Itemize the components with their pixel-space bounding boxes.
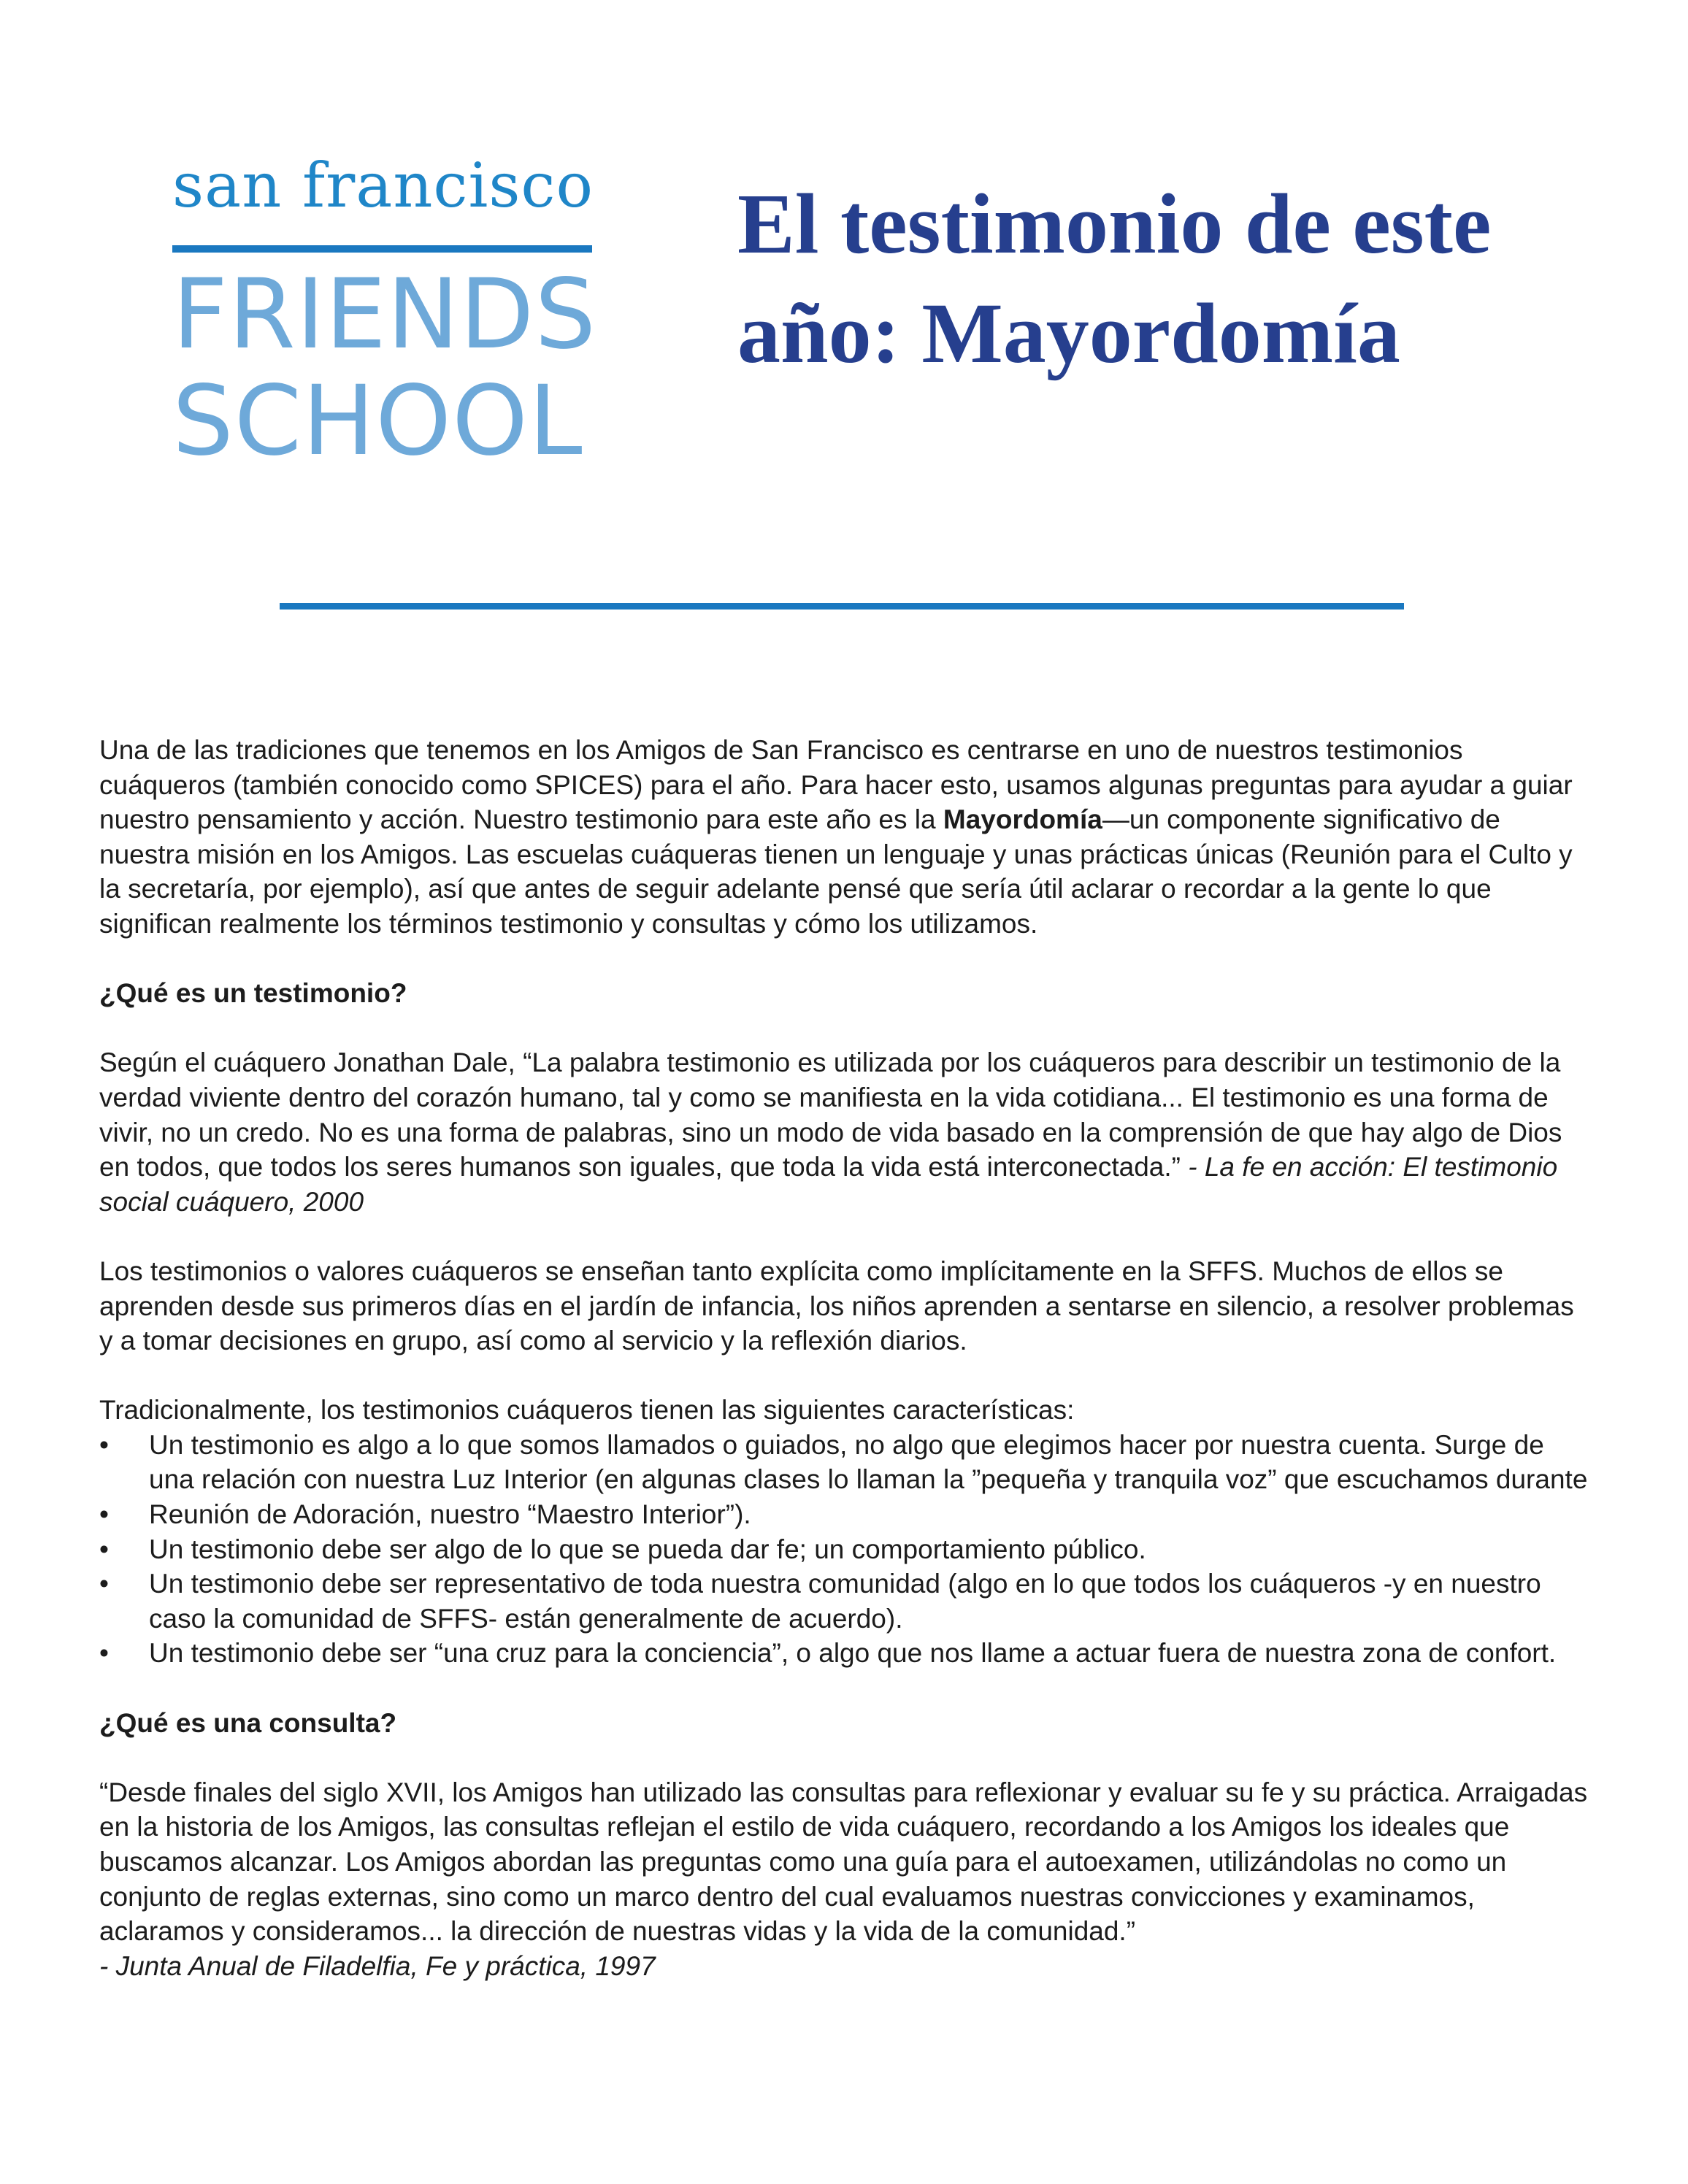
dale-quote: Según el cuáquero Jonathan Dale, “La palabra testimonio es utilizada por los cuáqueros para describir un testimonio de la verdad viviente dentro del corazón humano, tal y como se manifiesta en la vida cotidiana... El testimonio es una forma de vivir, no un credo. No es una forma de palabras, sino un modo de vida basado en la comprensión de que hay algo de Dios en todos, que todos los seres humanos son iguales, que toda la vida está interconectada.” — [99, 1047, 1562, 1183]
values-paragraph: Los testimonios o valores cuáqueros se enseñan tanto explícita como implícitamente en la SFFS. Muchos de ellos se aprenden desde sus primeros días en el jardín de infancia, los niños aprenden a sentarse en silencio, a resolver problemas y a tomar decisiones en grupo, así como al servicio y la reflexión diarios. — [99, 1256, 1574, 1356]
list-item — [99, 1497, 1592, 1532]
characteristics-list — [99, 1428, 1592, 1671]
intro-text-2: —un componente significativo de nuestra misión en los Amigos. Las escuelas cuáqueras tienen un lenguaje y unas prácticas únicas (Reunión para el Culto y la secretaría, por ejemplo), así que antes de seguir adelante pensé que sería útil aclarar o recordar a la gente lo que significan realmente los términos testimonio y consultas y cómo los utilizamos. — [99, 804, 1573, 939]
logo-line-school: SCHOOL — [172, 365, 583, 477]
bullet-icon: • — [99, 1429, 109, 1460]
dale-citation: - La fe en acción: El testimonio social cuáquero, 2000 — [99, 1152, 1558, 1217]
bullet-icon: • — [99, 1569, 109, 1599]
list-item-text: Reunión de Adoración, nuestro “Maestro Interior”). — [149, 1499, 751, 1530]
intro-paragraph — [99, 733, 1592, 942]
intro-text-1: Una de las tradiciones que tenemos en los Amigos de San Francisco es centrarse en uno de nuestros testimonios cuáqueros (también conocido como SPICES) para el año. Para hacer esto, usamos algunas preguntas para ayudar a guiar nuestro pensamiento y acción. Nuestro testimonio para este año es la — [99, 735, 1573, 835]
list-item — [99, 1566, 1592, 1636]
list-item-text: Un testimonio es algo a lo que somos llamados o guiados, no algo que elegimos hacer por nuestra cuenta. Surge de una relación con nuestra Luz Interior (en algunas clases lo llaman la ”pequeña y tranquila voz” que escuchamos durante — [149, 1429, 1588, 1495]
consulta-citation-line — [99, 1949, 1592, 1984]
page-title: El testimonio de este año: Mayordomía — [737, 176, 1492, 381]
list-item — [99, 1428, 1592, 1497]
list-item-text: Un testimonio debe ser algo de lo que se pueda dar fe; un comportamiento público. — [149, 1534, 1146, 1564]
dale-quote-paragraph — [99, 1045, 1592, 1219]
list-item — [99, 1532, 1592, 1567]
list-item-text: Un testimonio debe ser representativo de toda nuestra comunidad (algo en lo que todos los cuáqueros -y en nuestro caso la comunidad de SFFS- están generalmente de acuerdo). — [149, 1569, 1541, 1634]
list-item — [99, 1636, 1592, 1671]
bullet-icon: • — [99, 1638, 109, 1669]
list-item-text: Un testimonio debe ser “una cruz para la conciencia”, o algo que nos llame a actuar fuera de nuestra zona de confort. — [149, 1638, 1557, 1669]
bullet-icon: • — [99, 1499, 109, 1530]
document-body — [99, 733, 1592, 1983]
section-heading-consulta: ¿Qué es una consulta? — [99, 1707, 397, 1738]
logo-line-san-francisco: san francisco — [172, 150, 594, 221]
list-intro: Tradicionalmente, los testimonios cuáqueros tienen las siguientes características: — [99, 1395, 1075, 1426]
consulta-citation: - Junta Anual de Filadelfia, Fe y práctica, 1997 — [99, 1950, 656, 1981]
logo-divider — [172, 245, 592, 253]
section-heading-testimonio: ¿Qué es un testimonio? — [99, 978, 407, 1009]
school-logo — [172, 150, 597, 477]
consulta-quote: “Desde finales del siglo XVII, los Amigos han utilizado las consultas para reflexionar y evaluar su fe y su práctica. Arraigadas en la historia de los Amigos, las consultas reflejan el estilo de vida cuáquero, recordando a los Amigos los ideales que buscamos alcanzar. Los Amigos abordan las preguntas como una guía para el autoexamen, utilizándolas no como un conjunto de reglas externas, sino como un marco dentro del cual evaluamos nuestras convicciones y examinamos, aclaramos y consideramos... la dirección de nuestras vidas y la vida de la comunidad.” — [99, 1777, 1588, 1947]
bullet-icon: • — [99, 1534, 109, 1564]
header-divider — [280, 603, 1404, 610]
logo-line-friends: FRIENDS — [172, 258, 597, 371]
intro-bold-term: Mayordomía — [943, 804, 1102, 835]
